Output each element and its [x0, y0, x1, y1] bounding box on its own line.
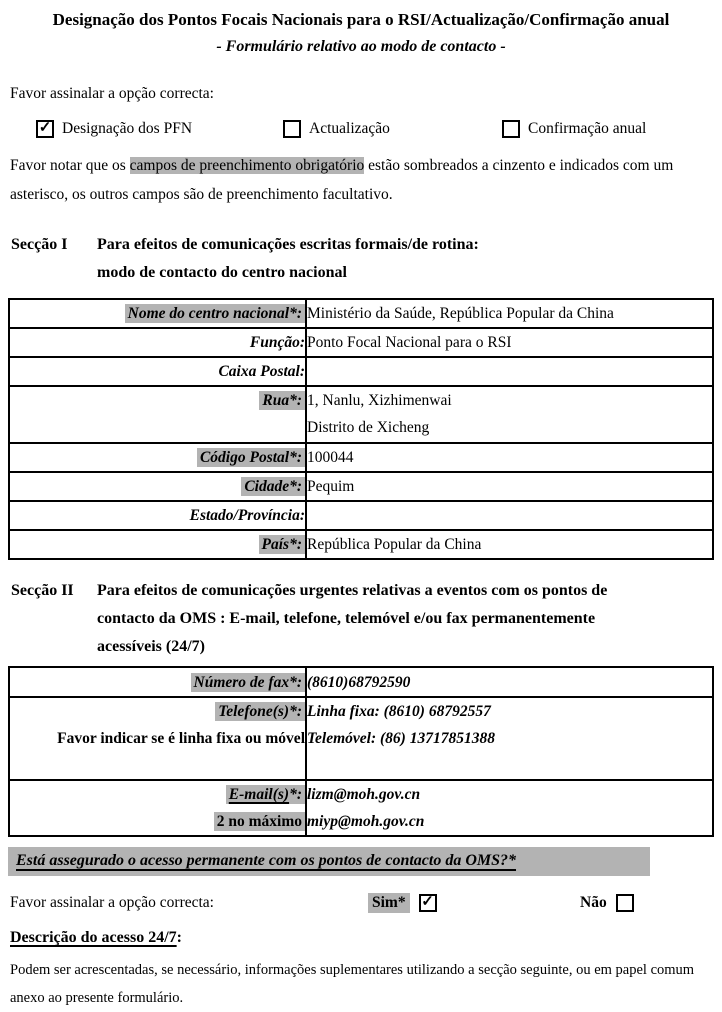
field-label-cell	[9, 697, 306, 780]
confirm-yes	[368, 893, 580, 913]
field-label: Caixa Postal:	[218, 363, 305, 380]
table-row	[9, 299, 713, 328]
field-label	[226, 785, 305, 804]
field-label: Número de fax*:	[191, 673, 306, 692]
option-label: Actualização	[309, 120, 390, 137]
field-label: Rua*:	[259, 391, 305, 410]
confirm-row	[10, 893, 714, 913]
table-row	[9, 780, 713, 836]
field-value-cell[interactable]: 100044	[306, 443, 713, 472]
check-mark: ✓	[421, 893, 434, 910]
field-label-cell	[9, 299, 306, 328]
field-label: Telefone(s)*:	[215, 702, 305, 721]
description-heading	[10, 929, 714, 947]
checkbox-designacao-icon[interactable]	[36, 120, 54, 138]
field-label-cell	[9, 357, 306, 386]
field-label-cell	[9, 780, 306, 836]
section2-label: Secção II	[11, 582, 74, 599]
option-prompt: Favor assinalar a opção correcta:	[10, 85, 214, 102]
table-row	[9, 443, 713, 472]
field-value-cell[interactable]	[306, 357, 713, 386]
section1-heading-line: modo de contacto do centro nacional	[97, 264, 347, 281]
confirm-prompt: Favor assinalar a opção correcta:	[10, 894, 214, 911]
field-value-line: Distrito de Xicheng	[307, 419, 430, 436]
table-row	[9, 472, 713, 501]
field-label: Estado/Província:	[189, 507, 305, 524]
table-row	[9, 357, 713, 386]
field-label-cell	[9, 501, 306, 530]
option-designacao	[36, 120, 283, 138]
yes-label: Sim*	[368, 893, 410, 913]
field-label-cell	[9, 667, 306, 697]
field-value-line: Telemóvel: (86) 13717851388	[307, 730, 495, 747]
section2-heading-line: contacto da OMS : E-mail, telefone, telemóvel e/ou fax permanentemente	[97, 610, 596, 627]
table-row	[9, 697, 713, 780]
field-label-cell	[9, 472, 306, 501]
field-value-line: lizm@moh.gov.cn	[307, 786, 421, 803]
field-sublabel: 2 no máximo	[214, 812, 305, 831]
section2-text	[97, 577, 714, 661]
field-value-line: 1, Nanlu, Xizhimenwai	[307, 392, 452, 409]
field-label-cell	[9, 386, 306, 443]
field-value-line: Linha fixa: (8610) 68792557	[307, 703, 491, 720]
description-heading-colon: :	[176, 929, 182, 946]
note-paragraph	[10, 151, 710, 209]
field-value-cell[interactable]	[306, 501, 713, 530]
option-confirmacao	[502, 120, 646, 138]
field-value-cell[interactable]	[306, 697, 713, 780]
field-value-cell[interactable]	[306, 386, 713, 443]
field-value-cell[interactable]: Ponto Focal Nacional para o RSI	[306, 328, 713, 357]
section1-heading	[8, 231, 714, 287]
description-heading-text: Descrição do acesso 24/7	[10, 929, 177, 946]
section2-heading-line: acessíveis (24/7)	[97, 638, 205, 655]
option-row	[36, 120, 714, 138]
page-title: Designação dos Pontos Focais Nacionais para o RSI/Actualização/Confirmação anual	[52, 10, 670, 29]
field-sublabel: Favor indicar se é linha fixa ou móvel	[57, 730, 305, 747]
checkbox-actualizacao-icon[interactable]	[283, 120, 301, 138]
page-subtitle: - Formulário relativo ao modo de contacto -	[216, 38, 506, 55]
field-value-line: miyp@moh.gov.cn	[307, 813, 425, 830]
field-label-underlined: E-mail(s)	[228, 786, 290, 803]
option-actualizacao	[283, 120, 502, 138]
field-value-cell[interactable]	[306, 780, 713, 836]
field-value-cell[interactable]: República Popular da China	[306, 530, 713, 559]
note-highlight: campos de preenchimento obrigatório	[129, 157, 365, 174]
section2-heading-line: Para efeitos de comunicações urgentes relativas a eventos com os pontos de	[97, 582, 608, 599]
confirm-no	[580, 894, 634, 912]
field-label: Código Postal*:	[197, 448, 305, 467]
field-label: Cidade*:	[241, 477, 305, 496]
urgent-contact-table	[8, 666, 714, 837]
table-row	[9, 386, 713, 443]
access-question-bar	[8, 847, 650, 876]
check-mark: ✓	[38, 119, 52, 136]
note-post: estão sombreados a cinzento e indicados com um asterisco, os outros campos são de preenchimento facultativo.	[10, 157, 674, 203]
section1-heading-line: Para efeitos de comunicações escritas formais/de rotina:	[97, 236, 479, 253]
field-value-cell[interactable]: (8610)68792590	[306, 667, 713, 697]
access-question-text: Está assegurado o acesso permanente com os pontos de contacto da OMS?*	[16, 852, 517, 869]
table-row	[9, 501, 713, 530]
field-value-cell[interactable]: Ministério da Saúde, República Popular da China	[306, 299, 713, 328]
field-label: País*:	[259, 535, 305, 554]
field-label-rest: *:	[289, 786, 302, 803]
note-pre: Favor notar que os	[10, 157, 130, 174]
field-value-cell[interactable]: Pequim	[306, 472, 713, 501]
option-label: Designação dos PFN	[62, 120, 193, 137]
table-row	[9, 667, 713, 697]
table-row	[9, 328, 713, 357]
field-label: Nome do centro nacional*:	[125, 304, 305, 323]
option-label: Confirmação anual	[528, 120, 647, 137]
section1-label: Secção I	[11, 236, 68, 253]
checkbox-yes-icon[interactable]	[419, 894, 437, 912]
field-label: Função:	[249, 334, 305, 351]
table-row	[9, 530, 713, 559]
section2-heading	[8, 577, 714, 661]
contact-table	[8, 298, 714, 560]
field-label-cell	[9, 328, 306, 357]
field-label-cell	[9, 530, 306, 559]
no-label: Não	[580, 894, 607, 911]
checkbox-no-icon[interactable]	[616, 894, 634, 912]
field-label-cell	[9, 443, 306, 472]
section1-text	[97, 231, 714, 287]
checkbox-confirmacao-icon[interactable]	[502, 120, 520, 138]
description-body: Podem ser acrescentadas, se necessário, informações suplementares utilizando a secção seguinte, ou em papel comum anexo ao presente formulário.	[10, 962, 695, 1006]
